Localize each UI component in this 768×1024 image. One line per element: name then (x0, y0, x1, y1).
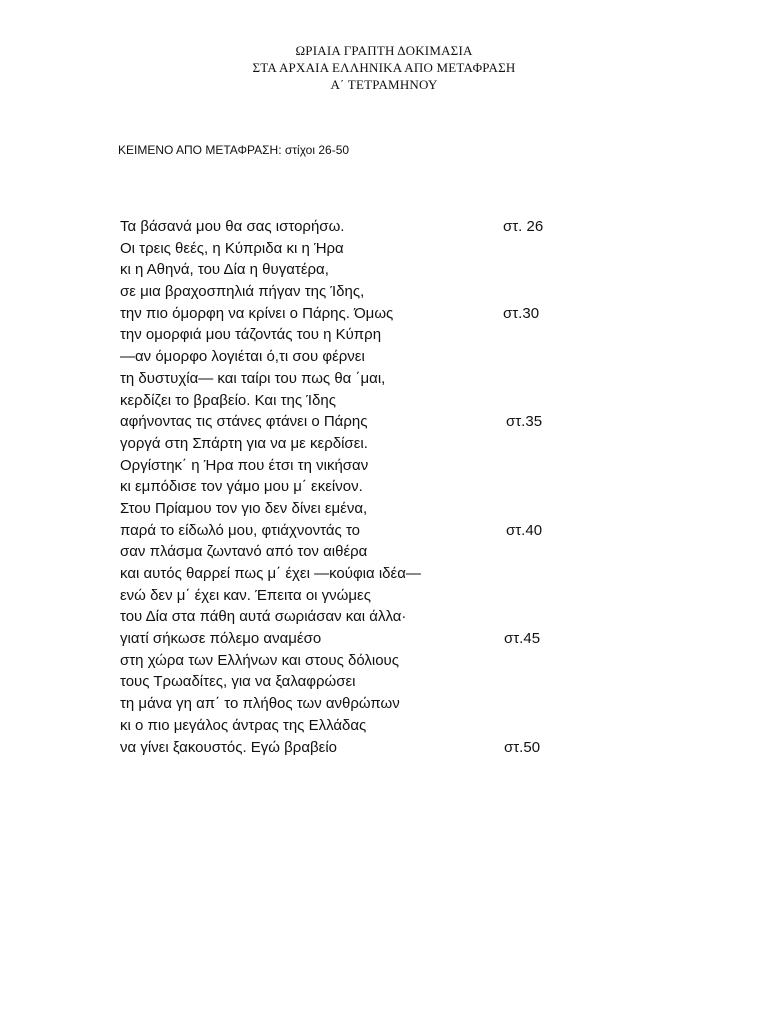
verse-number: στ.45 (504, 630, 541, 648)
poem-line-text: κι ο πιο μεγάλος άντρας της Ελλάδας (120, 716, 367, 734)
poem-line-text: —αν όμορφο λογιέται ό,τι σου φέρνει (120, 348, 365, 366)
poem-line-text: παρά το είδωλό μου, φτιάχνοντάς το (120, 521, 360, 539)
poem-line-text: τη δυστυχία— και ταίρι του πως θα ΄μαι, (120, 369, 386, 387)
poem-text (120, 216, 560, 758)
poem-line (120, 390, 560, 412)
header-title-line-2: ΣΤΑ ΑΡΧΑΙΑ ΕΛΛΗΝΙΚΑ ΑΠΟ ΜΕΤΑΦΡΑΣΗ (252, 60, 516, 75)
poem-line-text: να γίνει ξακουστός. Εγώ βραβείο (120, 738, 338, 756)
poem-line (120, 628, 560, 650)
poem-line (120, 259, 560, 281)
poem-line (120, 346, 560, 368)
poem-line (120, 585, 560, 607)
poem-line (120, 606, 560, 628)
poem-line-text: τους Τρωαδίτες, για να ξαλαφρώσει (120, 673, 356, 691)
poem-line (120, 411, 560, 433)
poem-line (120, 520, 560, 542)
verse-number: στ.50 (504, 738, 541, 756)
poem-line-text: την ομορφιά μου τάζοντάς του η Κύπρη (120, 326, 382, 344)
poem-line (120, 281, 560, 303)
verse-number: στ. 26 (503, 218, 544, 235)
poem-line (120, 671, 560, 693)
poem-line-text: στη χώρα των Ελλήνων και στους δόλιους (120, 651, 399, 669)
poem-line (120, 303, 560, 325)
poem-line (120, 238, 560, 260)
poem-line (120, 476, 560, 498)
poem-line-text: γοργά στη Σπάρτη για να με κερδίσει. (120, 434, 368, 452)
poem-line-text: Στου Πρίαμου τον γιο δεν δίνει εμένα, (120, 499, 368, 517)
poem-line-text: Τα βάσανά μου θα σας ιστορήσω. (120, 218, 345, 235)
verse-number: στ.35 (506, 413, 543, 431)
document-header (0, 42, 768, 93)
poem-line-text: του Δία στα πάθη αυτά σωριάσαν και άλλα· (120, 608, 407, 626)
poem-line (120, 650, 560, 672)
poem-line (120, 715, 560, 737)
poem-line-text: Οι τρεις θεές, η Κύπριδα κι η Ήρα (120, 239, 344, 257)
poem-line (120, 324, 560, 346)
poem-line-text: γιατί σήκωσε πόλεμο αναμέσο (120, 630, 322, 648)
poem-line (120, 737, 560, 759)
poem-line (120, 455, 560, 477)
poem-line-text: και αυτός θαρρεί πως μ΄ έχει —κούφια ιδέα— (120, 565, 421, 582)
poem-line-text: αφήνοντας τις στάνες φτάνει ο Πάρης (120, 413, 368, 431)
poem-line (120, 498, 560, 520)
poem-line (120, 216, 560, 238)
poem-line-text: κι εμπόδισε τον γάμο μου μ΄ εκείνον. (120, 478, 363, 496)
header-title-line-1: ΩΡΙΑΙΑ ΓΡΑΠΤΗ ΔΟΚΙΜΑΣΙΑ (295, 43, 473, 58)
header-title-line-3: Α΄ ΤΕΤΡΑΜΗΝΟΥ (330, 77, 438, 92)
poem-line (120, 541, 560, 563)
poem-line (120, 563, 560, 585)
poem-line-text: ενώ δεν μ΄ έχει καν. Έπειτα οι γνώμες (120, 586, 371, 604)
poem-line (120, 433, 560, 455)
poem-line-text: κι η Αθηνά, του Δία η θυγατέρα, (120, 261, 329, 279)
poem-line (120, 693, 560, 715)
poem-line-text: την πιο όμορφη να κρίνει ο Πάρης. Όμως (120, 304, 394, 322)
verse-number: στ.30 (503, 304, 540, 322)
poem-line (120, 368, 560, 390)
poem-line-text: σε μια βραχοσπηλιά πήγαν της Ίδης, (120, 283, 365, 301)
poem-line-text: κερδίζει το βραβείο. Και της Ίδης (120, 391, 336, 409)
text-source-heading: ΚΕΙΜΕΝΟ ΑΠΟ ΜΕΤΑΦΡΑΣΗ: στίχοι 26-50 (118, 143, 350, 157)
poem-line-text: τη μάνα γη απ΄ το πλήθος των ανθρώπων (120, 695, 400, 713)
poem-line-text: Οργίστηκ΄ η Ήρα που έτσι τη νικήσαν (120, 456, 369, 474)
verse-number: στ.40 (506, 521, 543, 539)
poem-line-text: σαν πλάσμα ζωντανό από τον αιθέρα (120, 543, 368, 561)
